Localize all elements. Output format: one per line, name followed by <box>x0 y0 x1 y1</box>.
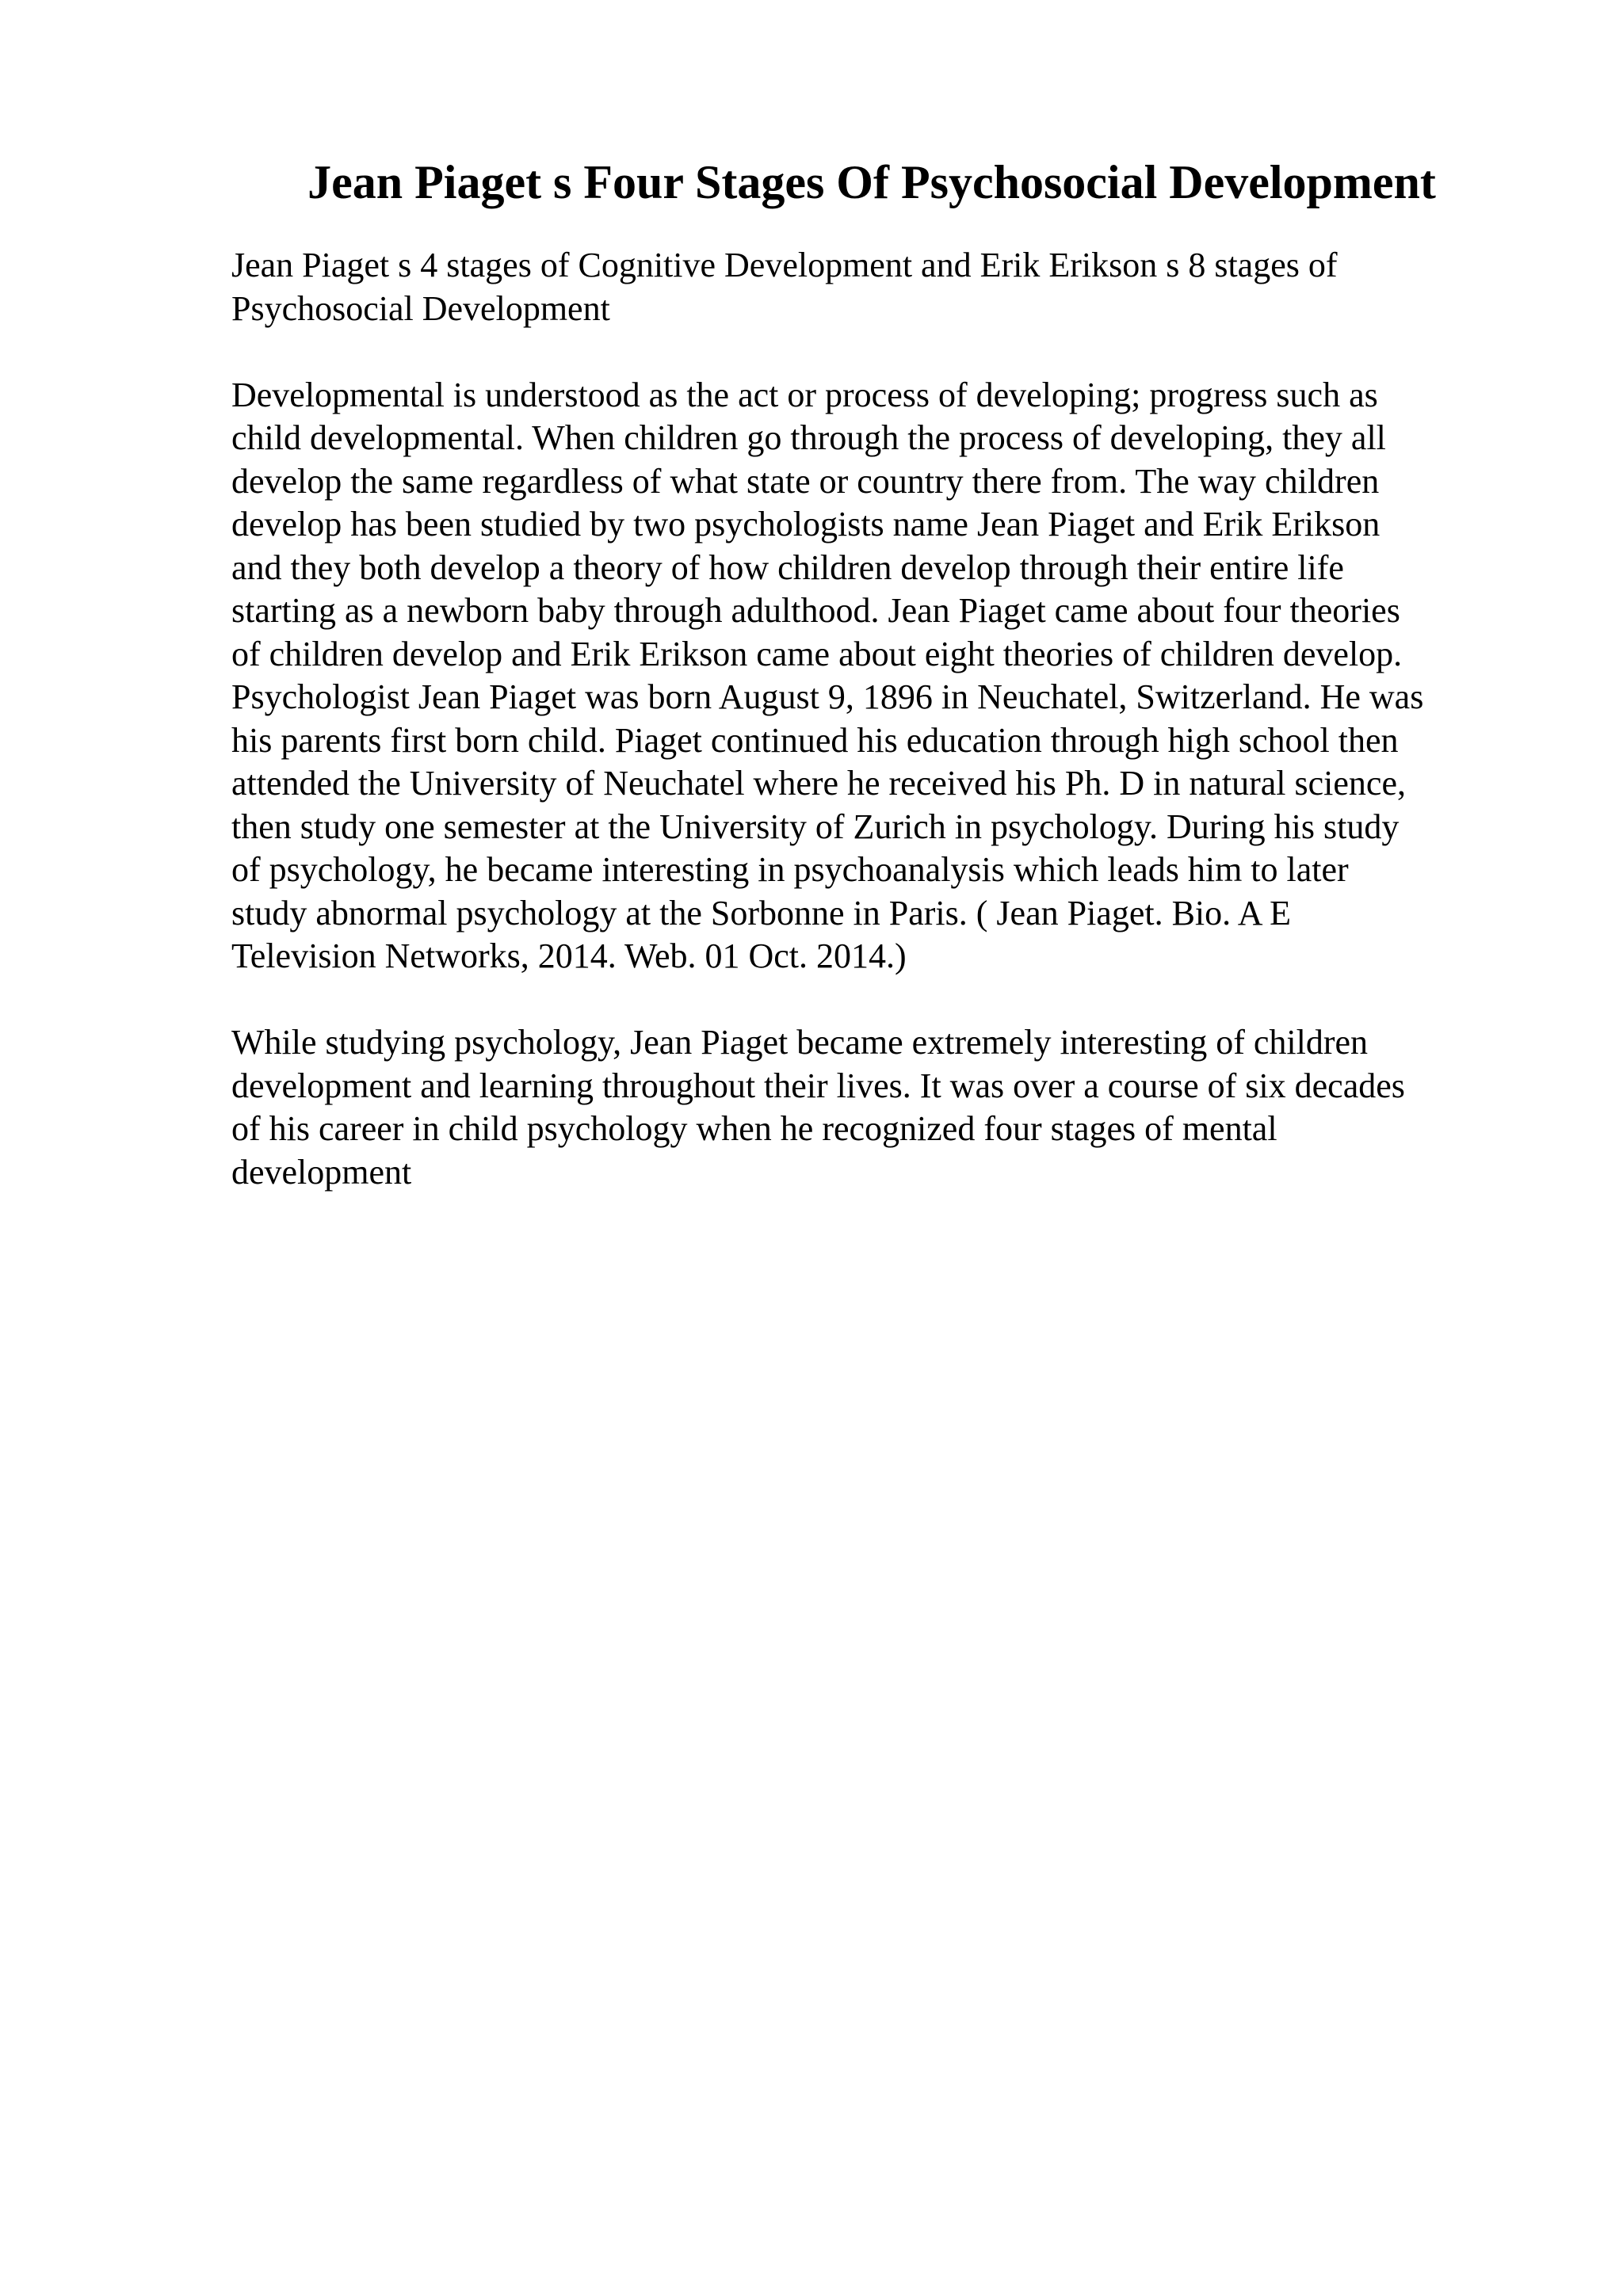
paragraph-line: study abnormal psychology at the Sorbonne in Paris. ( Jean Piaget. Bio. A E <box>231 893 1291 933</box>
paragraph-line: development <box>231 1152 412 1192</box>
paragraph-line: and they both develop a theory of how children develop through their entire life <box>231 547 1344 587</box>
paragraph-line: develop the same regardless of what state or country there from. The way children <box>231 461 1380 501</box>
paragraph-line: starting as a newborn baby through adulthood. Jean Piaget came about four theories <box>231 591 1400 630</box>
paragraph-line: Developmental is understood as the act or process of developing; progress such as <box>231 375 1378 414</box>
paragraph-line: his parents first born child. Piaget continued his education through high school then <box>231 720 1399 760</box>
paragraph-line: development and learning throughout their lives. It was over a course of six decades <box>231 1066 1405 1105</box>
document-body <box>231 244 1531 1238</box>
paragraph-line: attended the University of Neuchatel where he received his Ph. D in natural science, <box>231 764 1406 803</box>
paragraph-line: of his career in child psychology when he recognized four stages of mental <box>231 1109 1277 1148</box>
paragraph-line: then study one semester at the University of Zurich in psychology. During his study <box>231 807 1400 846</box>
page-title: Jean Piaget s Four Stages Of Psychosocial Development <box>307 156 1436 208</box>
paragraph-intro <box>231 244 1531 330</box>
paragraph-line: of psychology, he became interesting in psychoanalysis which leads him to later <box>231 850 1349 889</box>
paragraph-line: of children develop and Erik Erikson came about eight theories of children develop. <box>231 634 1403 673</box>
paragraph-line: develop has been studied by two psychologists name Jean Piaget and Erik Erikson <box>231 505 1381 543</box>
paragraph-development <box>231 374 1531 978</box>
paragraph-studying <box>231 1021 1531 1194</box>
paragraph-line: Jean Piaget s 4 stages of Cognitive Development and Erik Erikson s 8 stages of <box>231 246 1338 284</box>
paragraph-line: While studying psychology, Jean Piaget became extremely interesting of children <box>231 1023 1369 1062</box>
paragraph-line: child developmental. When children go through the process of developing, they all <box>231 418 1386 457</box>
paragraph-line: Psychosocial Development <box>231 288 610 328</box>
paragraph-line: Psychologist Jean Piaget was born August 9, 1896 in Neuchatel, Switzerland. He was <box>231 677 1424 716</box>
paragraph-line: Television Networks, 2014. Web. 01 Oct. 2014.) <box>231 936 907 975</box>
